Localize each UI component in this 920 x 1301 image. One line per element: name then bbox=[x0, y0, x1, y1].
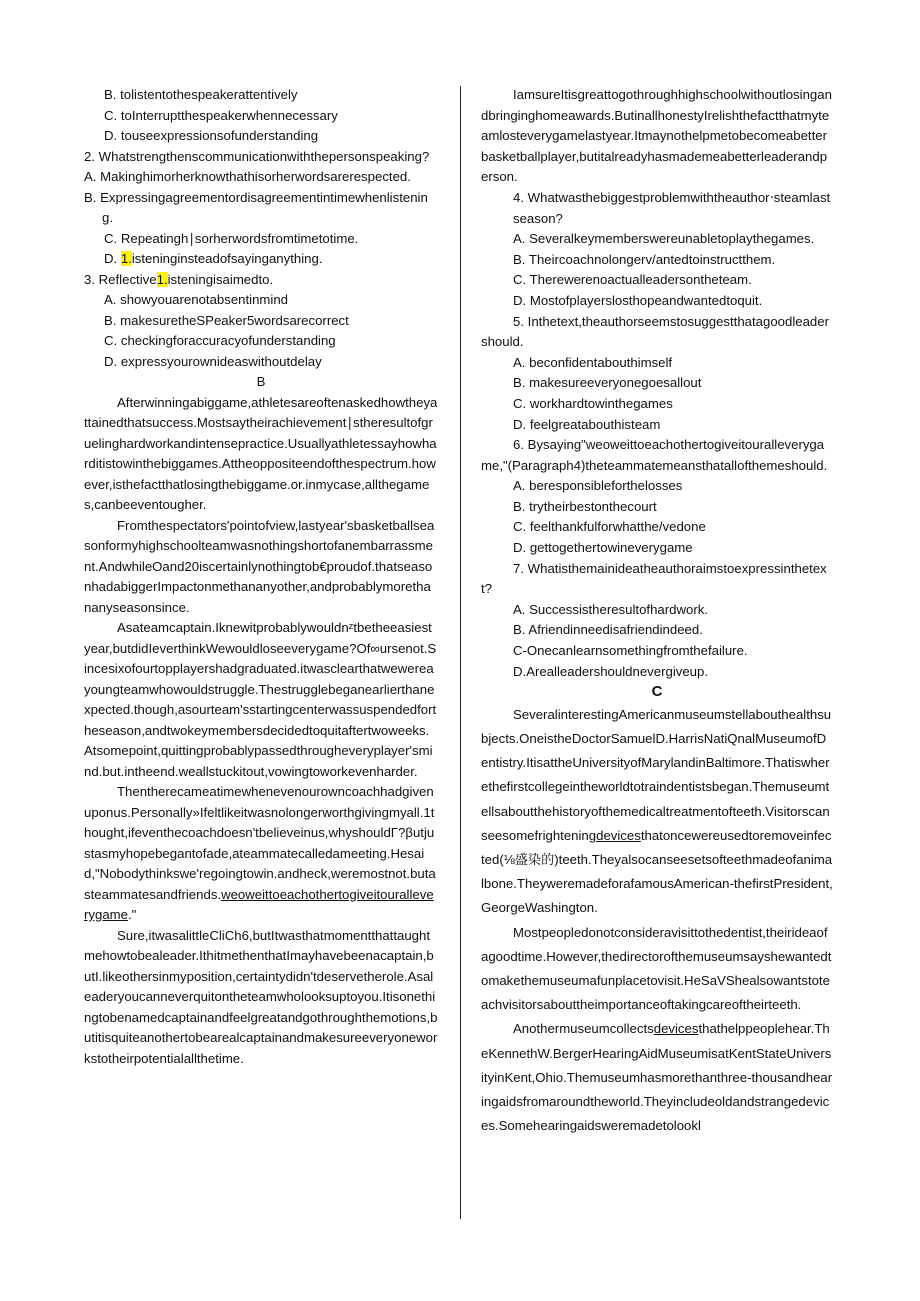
q4-option-b: B. Theircoachnolongerv/antedtoinstructthem. bbox=[513, 251, 776, 267]
q3-option-b: B. makesuretheSPeaker5wordsarecorrect bbox=[104, 312, 349, 328]
q5-option-b: B. makesureeveryonegoesallout bbox=[513, 375, 702, 391]
q2-stem: 2. Whatstrengthenscommunicationwiththepersonspeaking? bbox=[84, 148, 430, 164]
paragraph-6: IamsureItisgreattogothroughhighschoolwithoutlosingandbringinghomeawards.ButinallhonestyIrelishthefactthatmyteamlosteverygamelastyear.Itmaynothelpmetobecomeabetterbasketballplayer,butitalreadyhasmademeabetterleaderandperson. bbox=[481, 87, 832, 185]
q2-option-d-text: isteninginsteadofsayinganything. bbox=[131, 251, 323, 266]
q2-option-a: A. Makinghimorherknowthathisorherwordsarerespected. bbox=[84, 169, 411, 184]
q1-option-d: D. touseexpressionsofunderstanding bbox=[104, 128, 319, 143]
paragraph-9-text: Anothermuseumcollects bbox=[513, 1021, 654, 1037]
q3-stem bbox=[84, 270, 438, 291]
q6-option-b: B. trytheirbestonthecourt bbox=[513, 498, 657, 514]
paragraph-8: Mostpeopledonotconsideravisittothedentist,theirideaofagoodtime.However,thedirectorofthemuseumsayshewantedtomakethemuseumafunplacetovisit.HeSaVSheal​sowantstoteachvisitorsabouttheimportanceoftakingcareoftheirteeth. bbox=[481, 924, 832, 1013]
paragraph-9-underlined-word: devices bbox=[653, 1021, 699, 1037]
q3-option-c: C. checkingforaccuracyofunderstanding bbox=[104, 333, 336, 348]
q6-stem: 6. Bysaying"weowe​ittoeachothertogiveitourallevery​game,"(Paragraph4)theteammatemeansthatalloftheme​should. bbox=[481, 437, 828, 473]
paragraph-4-underlined-quote: weowe​ittoeachothertogiveitourallevery​game bbox=[84, 886, 434, 922]
paragraph-4-end: ." bbox=[127, 907, 137, 922]
column-divider bbox=[460, 86, 461, 1219]
paragraph-9-text-end: thathelppeoplehear.TheKennethW.BergerHearingAidMuseumisatKentStateUniversityinKent,Ohio.Themuseumhasmorethanthree-thousandhearingaidsfromaroundtheworld.Theyincludeoldandstrangedevices.Somehearingaidsweremadetolookl bbox=[481, 1021, 833, 1134]
q6-option-d: D. gettogethertowineverygame bbox=[513, 540, 693, 556]
q2-option-b: B. Expressingagreementordisagreementintimewhenlistening. bbox=[84, 189, 428, 225]
q5-option-a: A. beconfidentabouthimself bbox=[513, 354, 673, 370]
q4-option-d: D. Mostofplayerslosthopeandwantedtoquit. bbox=[513, 292, 763, 308]
q5-option-c: C. workhardtowinthegames bbox=[513, 395, 673, 411]
left-column bbox=[84, 85, 438, 1069]
q2-option-d-prefix: D. bbox=[104, 251, 121, 266]
paragraph-7-underlined-word: devices bbox=[596, 827, 641, 843]
section-b-heading: B bbox=[256, 374, 266, 389]
q7-stem: 7. Whatisthemainideatheauthoraimstoexpressinthetext? bbox=[481, 560, 827, 597]
q5-option-d: D. feelgreatabouthisteam bbox=[513, 416, 661, 432]
paragraph-9 bbox=[481, 1017, 833, 1138]
q2-option-c: C. Repeatingh∣sorherwordsfromtimetotime. bbox=[104, 230, 359, 246]
paragraph-7 bbox=[481, 703, 833, 921]
q7-option-b: B. Afriendinneedisafriendindeed. bbox=[513, 622, 703, 638]
paragraph-7-text-end: thatoncewereusedtoremoveinfected(⅛盛染的)teeth.Theyalsocanseesetsofteethmadeofanimalbone.TheyweremadeforafamousAmerican-thefirstPresident,GeorgeWashington. bbox=[481, 827, 833, 916]
section-c-heading: C bbox=[651, 683, 663, 701]
q7-option-a: A. Successistheresultofhardwork. bbox=[513, 601, 708, 617]
q2-option-d bbox=[84, 249, 438, 270]
q3-option-d: D. expressyourownideaswithoutdelay bbox=[104, 353, 322, 369]
q4-option-a: A. Severalkeymemberswereunabletoplaythegames. bbox=[513, 231, 815, 247]
highlight-mark: 1. bbox=[120, 251, 132, 266]
paragraph-1: Afterwinningabiggame,athletesareoftenaskedhowtheyattainedthatsuccess.Mostsaytheirachievement∣stheresultofgruelinghardworkandintensepractice.Usuallyathletessayhowharditistowinthebiggames.Attheoppositeendofthespectrum.however,isthefactthatlosingthebiggame.or.inmycase,allthegames,canbeeventougher. bbox=[84, 394, 438, 512]
paragraph-4-text: Thentherecameatimewheneven​ourowncoachhadgivenuponus.Personally»Ifeltlikeitwasnolongerworthgivingmyall.1thought,ifeventhecoachdoesn'tbelieveinus,whyshouldΓ?βutjustasmyhopebegantofade,ateammatecalledameeting.Hesaid,"Nobodythinkswe'regoingtowin.andheck,weremostnot.butasteammatesandfriends. bbox=[84, 784, 436, 902]
q6-option-c: C. feelthankfulforwhatthe/vedone bbox=[513, 519, 706, 535]
highlight-mark: 1. bbox=[156, 271, 168, 287]
paragraph-4 bbox=[84, 782, 438, 926]
right-column bbox=[481, 85, 833, 1138]
q1-option-c: C. toInterruptthespeakerwhennecessary bbox=[104, 107, 338, 123]
q7-option-d: D.Arealleadershouldnevergiveup. bbox=[513, 663, 709, 679]
q1-option-b: B. tolistentothespeakerattentively bbox=[104, 87, 298, 102]
q3-stem-prefix: 3. Reflective bbox=[84, 271, 157, 287]
q7-option-c: C-Onecanlearnsomethingfromthefailure. bbox=[513, 643, 748, 659]
q6-option-a: A. beresponsibleforthelosses bbox=[513, 478, 683, 494]
paragraph-5: Sure,itwasalittleCliCh6,butItwasthatmomentthattaughtmehowtobealeader.Ithitmethenthat​Imayhavebeenacaptain,butI.likeothersinmyposition,certaintydidn'tdeservetherole.Asaleaderyoucanneverquitontheteamwholooksuptoyou.Itisonethingtobenamedcaptainandfeelgreatandgothroughthemotions,butitisquiteanothertobearealcaptainandmakesureeveryoneworkstotheirpotentialallthetime. bbox=[84, 927, 438, 1066]
paragraph-2: Fromthespectators'pointofview,lastyear'sbasketballseasonformyhighschoolteamwasnothingshortofanembarrassment.AndwhileOand20iscertainlynothingtob€proudof.thatseasonhadabiggerImpactonmethananyother,andprobablymorethananyseasonsince. bbox=[84, 517, 435, 615]
paragraph-3: Asateamcaptain.Iknewitprobablywouldnᶻtbetheeasiestyear,butdidIeverthinkWewouldloseeverygame?Of∞ursenot.Sincesixofourtopplayershadgraduated.itwascleartha​twewereayoungteamwhowouldstruggle.Thestrugglebeganearlierthanexpected.though,asourteam'sstartingcenterwassuspendedfortheseason,andtwokeymembersdecidedtoquitaftertwoweeks.Atsomepoint,quittingprobablypassedthrougheveryplayer'smind.but.intheend.wealls​tuckitout,vowingtoworkevenharder. bbox=[84, 620, 437, 779]
q4-option-c: C. Therewerenoactualleadersontheteam. bbox=[513, 272, 752, 288]
q4-stem: 4. Whatwasthebiggestproblemwiththeauthor‧steamlastseason? bbox=[513, 189, 831, 226]
q3-stem-text: isteningisaimedto. bbox=[167, 271, 274, 287]
q5-stem: 5. Inthetext,theauthorseemstosuggestthatagoodleadershould. bbox=[481, 313, 829, 350]
q3-option-a: A. showyouarenotabsentinmind bbox=[104, 292, 289, 307]
paragraph-7-text: SeveralinterestingAmericanmuseumstellabouthealthsubjects.OneistheDoctorSamuelD.HarrisNatiQnalMuseumofDentistry.ItisattheUniversityofMarylandinBaltimore.Thatiswherethefirstcollegeintheworldtotraindentistsbegan.Themuseumtellsaboutthehistoryofthemedicaltreatmentofteeth.Visitorscanseesomefrightening bbox=[481, 706, 832, 843]
